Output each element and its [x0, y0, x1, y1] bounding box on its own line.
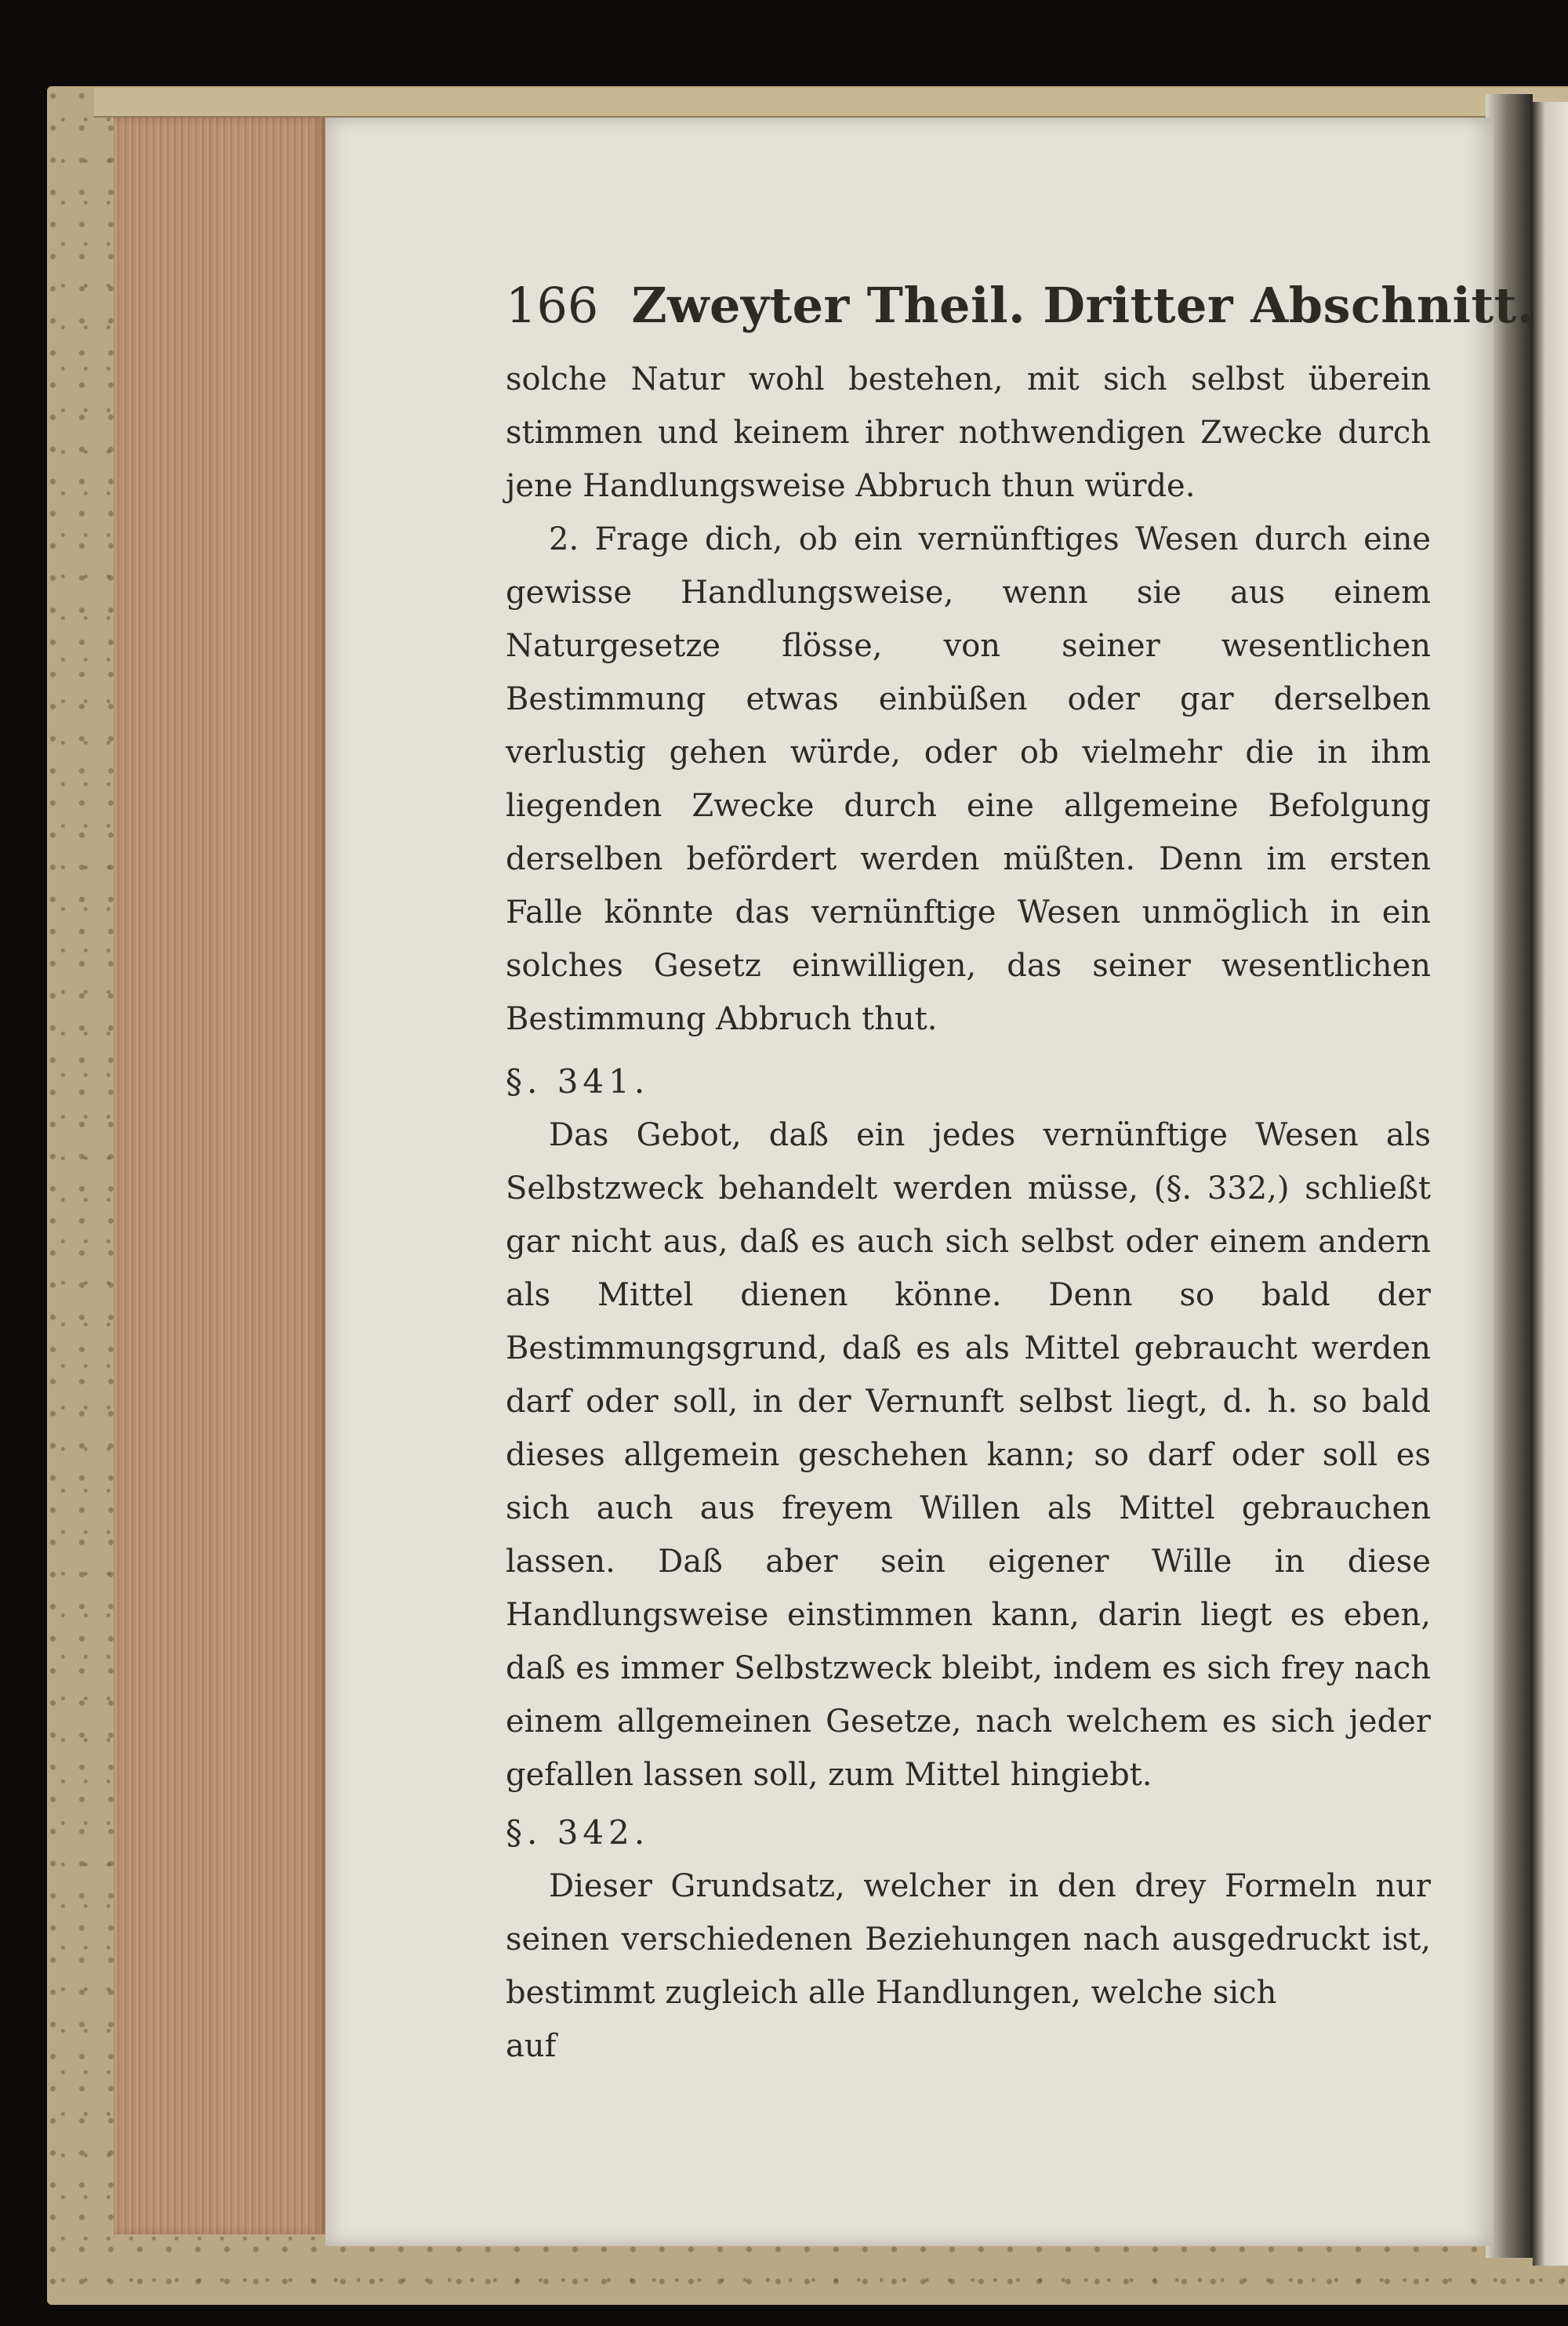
paragraph-continuation: solche Natur wohl bestehen, mit sich selbst überein stimmen und keinem ihrer nothwendigen Zwecke durch jene Handlungsweise Abbruch thun würde.: [506, 361, 1431, 504]
book-page: [325, 118, 1534, 2246]
paragraph-342: Dieser Grundsatz, welcher in den drey Formeln nur seinen verschiedenen Beziehungen nach ausgedruckt ist, bestimmt zugleich alle Handlungen, welche sich: [506, 1868, 1431, 2011]
paragraph-341: Das Gebot, daß ein jedes vernünftige Wesen als Selbstzweck behandelt werden müsse, (§. 332,) schließt gar nicht aus, daß es auch sich selbst oder einem andern als Mittel dienen könne. Denn so bald der Bestimmungsgrund, daß es als Mittel gebraucht werden darf oder soll, in der Vernunft selbst liegt, d. h. so bald dieses allgemein geschehen kann; so darf oder soll es sich auch aus freyem Willen als Mittel gebrauchen lassen. Daß aber sein eigener Wille in diese Handlungsweise einstimmen kann, darin liegt es eben, daß es immer Selbstzweck bleibt, indem es sich frey nach einem allgemeinen Gesetze, nach welchem es sich jeder gefallen lassen soll, zum Mittel hingiebt.: [506, 1117, 1431, 1793]
section-heading-341: §. 341.: [506, 1062, 650, 1101]
section-heading-342: §. 342.: [506, 1813, 650, 1852]
page-block-edge: [114, 118, 325, 2234]
page-number: 166: [506, 277, 599, 334]
facing-page-edge: [1533, 102, 1568, 2266]
paragraph-rule-2: 2. Frage dich, ob ein vernünftiges Wesen durch eine gewisse Handlungsweise, wenn sie aus einem Naturgesetze flösse, von seiner wesentlichen Bestimmung etwas einbüßen oder gar derselben verlustig gehen würde, oder ob vielmehr die in ihm liegenden Zwecke durch eine allgemeine Befolgung derselben befördert werden müßten. Denn im ersten Falle könnte das vernünftige Wesen unmöglich in ein solches Gesetz einwilligen, das seiner wesentlichen Bestimmung Abbruch thut.: [506, 521, 1431, 1037]
running-title: Zweyter Theil. Dritter Abschnitt.: [631, 277, 1534, 334]
cover-top-edge: [94, 88, 1568, 118]
body-text: [506, 353, 1431, 2073]
page-header: [506, 270, 1534, 341]
catchword: auf: [506, 2028, 557, 2064]
